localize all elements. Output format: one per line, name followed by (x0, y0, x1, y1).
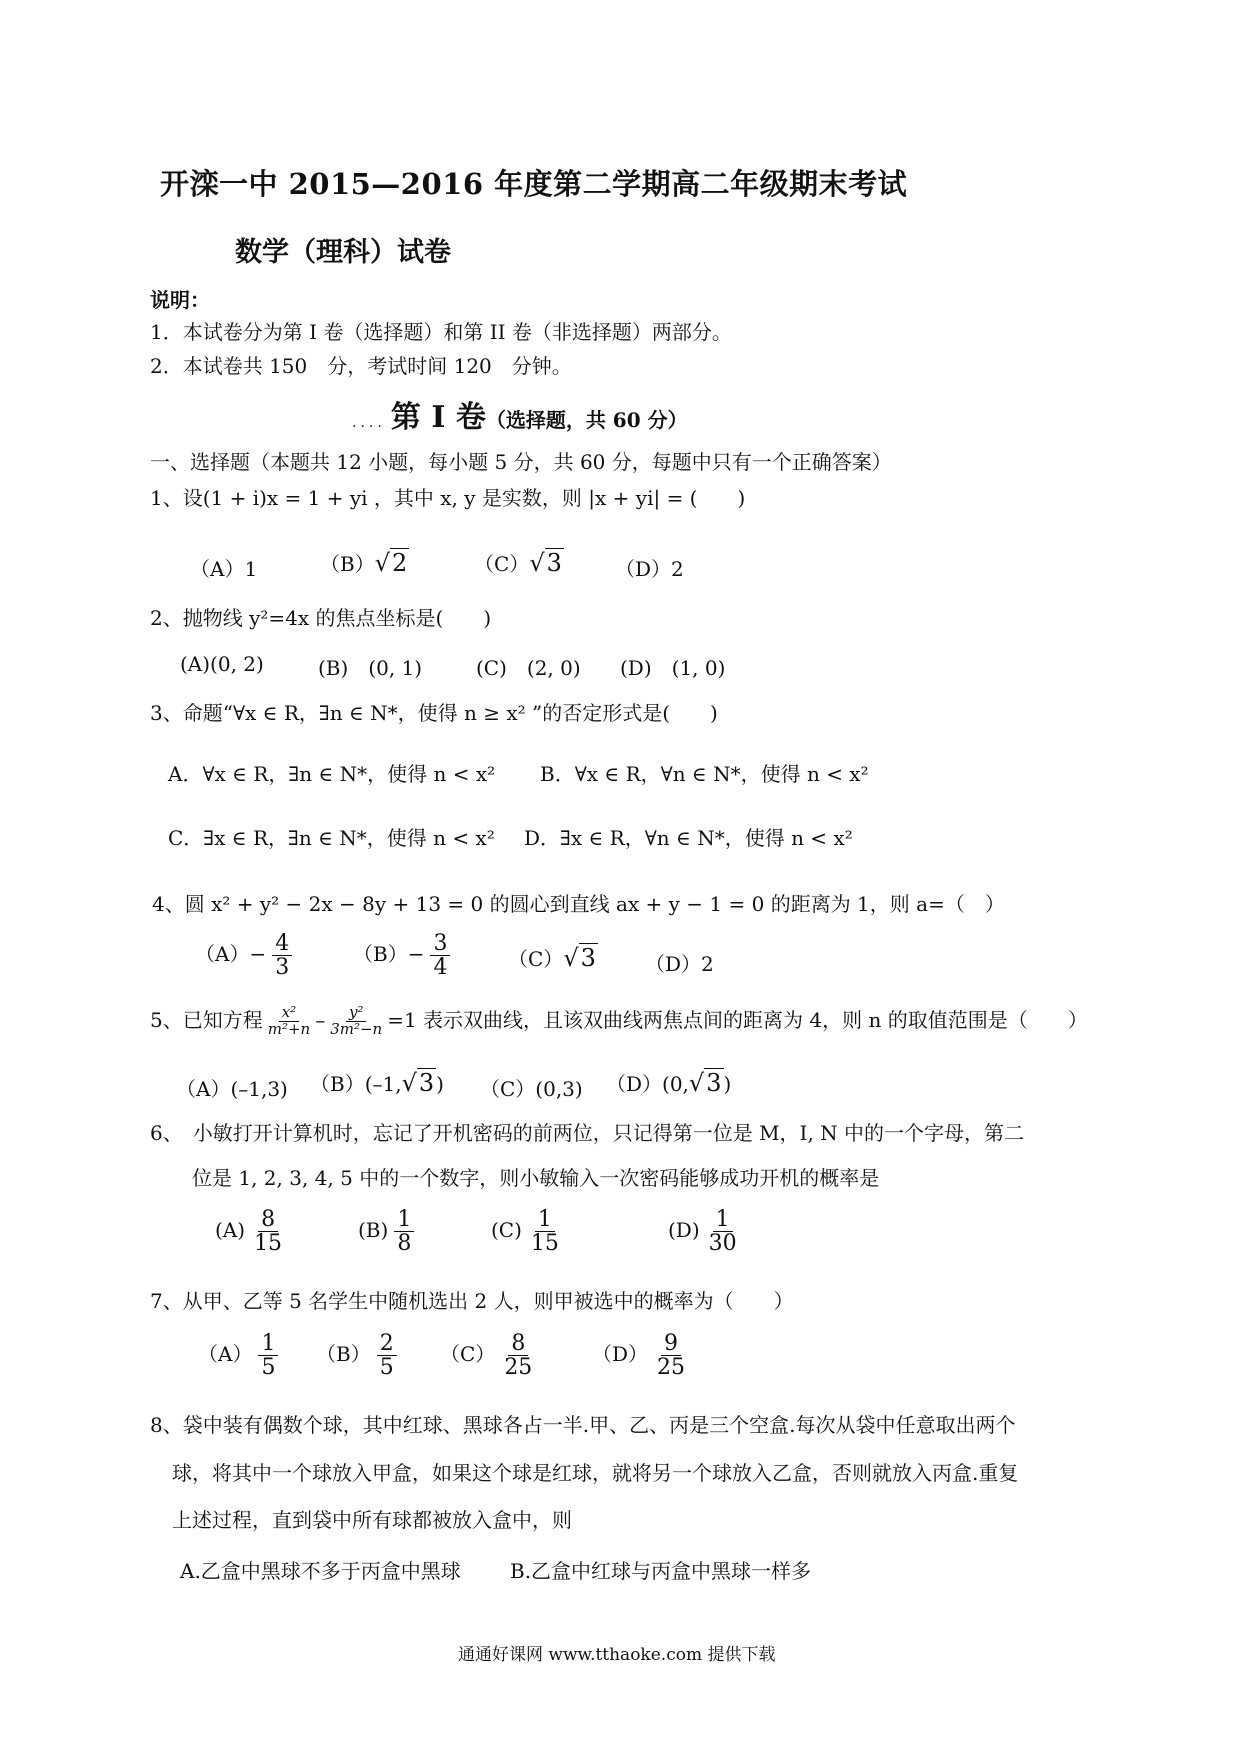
q1-option-d: （D）2 (615, 557, 684, 581)
numerator: 9 (661, 1332, 681, 1356)
q6-option-a-label: (A) (215, 1218, 246, 1243)
q7-option-a (198, 1332, 278, 1379)
fraction (265, 1005, 313, 1038)
fraction (430, 932, 450, 979)
q6-option-c (491, 1208, 562, 1255)
q7-option-c (440, 1332, 535, 1379)
fraction (251, 1208, 285, 1255)
q6-option-d-label: (D) (668, 1218, 700, 1243)
question-4-stem: 4、圆 x² + y² − 2x − 8y + 13 = 0 的圆心到直线 ax + y − 1 = 0 的距离为 1，则 a=（ ） (152, 892, 1005, 916)
minus-sign: – (315, 1008, 326, 1032)
q6-option-b (358, 1208, 414, 1255)
fraction (258, 1332, 278, 1379)
denominator: 15 (254, 1231, 283, 1257)
q4-option-b-label: （B）− (353, 942, 425, 967)
denominator: 25 (657, 1355, 686, 1381)
denominator: 25 (504, 1355, 533, 1381)
q5-option-b (310, 1068, 444, 1097)
q4-option-b (353, 932, 450, 979)
numerator: 4 (272, 932, 292, 956)
q7-option-b (316, 1332, 397, 1379)
fraction (272, 932, 292, 979)
q6-option-a (215, 1208, 285, 1255)
q7-option-c-label: （C） (440, 1342, 496, 1367)
denominator: 30 (708, 1231, 737, 1257)
q7-option-b-label: （B） (316, 1342, 371, 1367)
numerator: 1 (258, 1332, 278, 1356)
sqrt-symbol: √3 (688, 1069, 722, 1097)
radicand: 3 (546, 549, 562, 577)
numerator: 1 (394, 1208, 414, 1232)
denominator: m²+n (267, 1020, 311, 1038)
radicand: 3 (418, 1069, 435, 1097)
question-5-stem (150, 1004, 1088, 1038)
q2-option-b: (B) (0, 1) (318, 656, 423, 680)
question-1-stem: 1、设(1 + i)x = 1 + yi ，其中 x, y 是实数，则 |x + yi| = ( ) (150, 486, 746, 510)
fraction (377, 1332, 397, 1379)
denominator: 3m²−n (330, 1020, 383, 1038)
q1-option-b-label: （B） (320, 552, 375, 576)
denominator: 4 (433, 955, 448, 981)
q1-option-a: （A）1 (190, 557, 258, 581)
numerator: 1 (535, 1208, 555, 1232)
q2-option-a: (A)(0, 2) (180, 652, 264, 676)
q1-option-c-label: （C） (474, 552, 530, 576)
q3-option-d: D．∃x ∈ R，∀n ∈ N*，使得 n < x² (524, 826, 853, 850)
question-8-line-2: 球，将其中一个球放入甲盒，如果这个球是红球，就将另一个球放入乙盒，否则就放入丙盒.重复 (172, 1461, 1019, 1485)
question-3-stem: 3、命题“∀x ∈ R，∃n ∈ N*，使得 n ≥ x² ”的否定形式是( ) (150, 701, 718, 725)
q5-option-c: （C）(0,3) (480, 1077, 583, 1101)
instructions-heading: 说明： (150, 288, 210, 312)
q7-option-d (592, 1332, 688, 1379)
q6-option-c-label: (C) (491, 1218, 522, 1243)
q6-option-d (668, 1208, 740, 1255)
q8-option-a: A.乙盒中黑球不多于丙盒中黑球 (180, 1559, 461, 1583)
q4-option-c (508, 943, 598, 972)
fraction (654, 1332, 688, 1379)
q2-option-c: (C) (2, 0) (476, 656, 581, 680)
q4-option-c-label: （C） (508, 947, 564, 971)
q5-prefix: 5、已知方程 (150, 1008, 263, 1032)
fraction (706, 1208, 740, 1255)
q4-option-a-label: （A）− (195, 942, 267, 967)
radicand: 3 (706, 1069, 722, 1097)
denominator: 5 (379, 1355, 394, 1381)
question-8-line-1: 8、袋中装有偶数个球，其中红球、黑球各占一半.甲、乙、丙是三个空盒.每次从袋中任意取出两个 (150, 1413, 1016, 1437)
q5-option-d (606, 1068, 731, 1097)
question-8-line-3: 上述过程，直到袋中所有球都被放入盒中，则 (172, 1508, 572, 1532)
sqrt-symbol: √3 (563, 944, 596, 972)
q8-option-b: B.乙盒中红球与丙盒中黑球一样多 (510, 1559, 812, 1583)
q1-option-c (474, 548, 564, 577)
numerator: 8 (508, 1332, 528, 1356)
fraction (394, 1208, 414, 1255)
numerator: x² (279, 1005, 299, 1022)
denominator: 15 (530, 1231, 559, 1257)
section-dots: .... (352, 415, 386, 431)
q5-option-b-label: （B）(–1, (310, 1072, 402, 1096)
denominator: 5 (261, 1355, 276, 1381)
numerator: y² (346, 1005, 367, 1022)
sqrt-symbol: √3 (401, 1069, 435, 1097)
exam-title: 开滦一中 2015—2016 年度第二学期高二年级期末考试 (160, 167, 908, 201)
exam-subtitle: 数学（理科）试卷 (235, 237, 451, 268)
denominator: 3 (275, 955, 290, 981)
sqrt-symbol: √2 (374, 549, 408, 577)
part-heading: 一、选择题（本题共 12 小题，每小题 5 分，共 60 分，每题中只有一个正确答案） (150, 450, 892, 474)
question-2-stem: 2、抛物线 y²=4x 的焦点坐标是( ) (150, 606, 492, 630)
fraction (501, 1332, 535, 1379)
numerator: 3 (430, 932, 450, 956)
instruction-1: 1．本试卷分为第 I 卷（选择题）和第 II 卷（非选择题）两部分。 (150, 320, 732, 344)
section-heading (352, 392, 688, 436)
close-paren: ) (436, 1072, 444, 1096)
q4-option-d: （D）2 (645, 952, 714, 976)
q7-option-a-label: （A） (198, 1342, 253, 1367)
q5-option-d-label: （D）(0, (606, 1072, 689, 1096)
sqrt-symbol: √3 (529, 549, 562, 577)
q1-option-b (320, 548, 409, 577)
q2-option-d: (D) (1, 0) (620, 656, 726, 680)
section-note: （选择题，共 60 分） (485, 408, 688, 432)
q7-option-d-label: （D） (592, 1342, 649, 1367)
numerator: 2 (377, 1332, 397, 1356)
section-title: 第 I 卷 (390, 400, 486, 435)
footer-download-note: 通通好课网 www.tthaoke.com 提供下载 (458, 1645, 776, 1665)
q6-option-b-label: (B) (358, 1218, 389, 1243)
radicand: 3 (580, 944, 596, 972)
question-7-stem: 7、从甲、乙等 5 名学生中随机选出 2 人，则甲被选中的概率为（ ） (150, 1289, 794, 1313)
instruction-2: 2．本试卷共 150 分，考试时间 120 分钟。 (150, 354, 572, 378)
fraction (327, 1005, 385, 1038)
radicand: 2 (392, 549, 408, 577)
q4-option-a (195, 932, 292, 979)
q3-option-b: B．∀x ∈ R，∀n ∈ N*，使得 n < x² (540, 762, 869, 786)
q5-option-a: （A）(–1,3) (176, 1077, 288, 1101)
numerator: 8 (258, 1208, 278, 1232)
question-6-line-1: 6、 小敏打开计算机时，忘记了开机密码的前两位，只记得第一位是 M，I, N 中的一个字母，第二 (150, 1121, 1025, 1145)
q5-suffix: =1 表示双曲线，且该双曲线两焦点间的距离为 4，则 n 的取值范围是（ ） (387, 1008, 1088, 1032)
fraction (528, 1208, 562, 1255)
numerator: 1 (713, 1208, 733, 1232)
close-paren: ) (723, 1072, 732, 1096)
question-6-line-2: 位是 1, 2, 3, 4, 5 中的一个数字，则小敏输入一次密码能够成功开机的概率是 (192, 1166, 880, 1190)
denominator: 8 (397, 1231, 412, 1257)
q3-option-c: C．∃x ∈ R，∃n ∈ N*，使得 n < x² (168, 826, 495, 850)
q3-option-a: A．∀x ∈ R，∃n ∈ N*，使得 n < x² (168, 762, 496, 786)
